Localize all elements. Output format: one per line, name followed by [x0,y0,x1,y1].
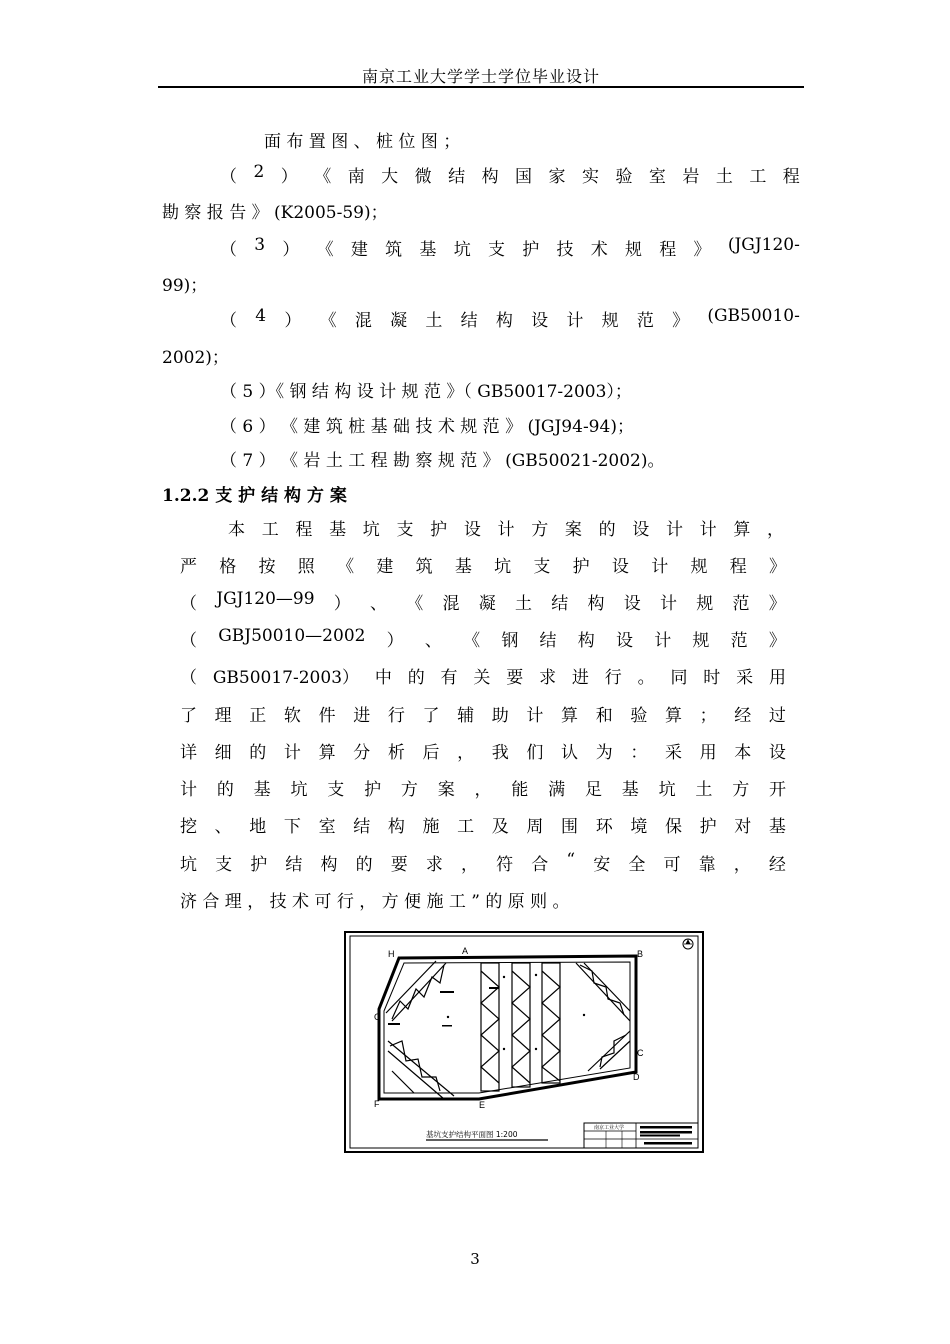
ref-line-6: （ 4 ） 《 混 凝 土 结 构 设 计 规 范 》 (GB50010- [220,306,800,331]
corner-label-c: C [637,1048,644,1058]
corner-label-b: B [637,949,644,959]
drawing-caption: 基坑支护结构平面图 1:200 [426,1130,518,1139]
ref-line-4: （ 3 ） 《 建 筑 基 坑 支 护 技 术 规 程 》 (JGJ120- [220,235,800,260]
ref-line-7: 2002)； [162,348,229,368]
ref-line-5: 99)； [162,276,208,296]
corner-label-h: H [388,949,395,959]
corner-label-d: D [633,1072,640,1082]
ref-line-3: 勘 察 报 告 》 (K2005-59)； [162,203,388,223]
body-line-11: 济 合 理 ， 技 术 可 行 ， 方 便 施 工 ” 的 原 则 。 [180,892,570,912]
body-line-3: （ JGJ120—99 ） 、 《 混 凝 土 结 构 设 计 规 范 》 [180,589,786,614]
body-line-5: （ GB50017-2003） 中 的 有 关 要 求 进 行 。 同 时 采 用 [180,668,786,688]
body-line-7: 详 细 的 计 算 分 析 后 ， 我 们 认 为 ： 采 用 本 设 [180,743,786,763]
title-block-school: 南京工业大学 [594,1125,625,1131]
body-line-8: 计 的 基 坑 支 护 方 案 ， 能 满 足 基 坑 土 方 开 [180,780,786,800]
section-heading: 1.2.2 支 护 结 构 方 案 [162,486,347,506]
ref-line-8: （ 5 ）《 钢 结 构 设 计 规 范 》（ GB50017-2003）； [220,382,632,402]
ref-line-10: （ 7 ） 《 岩 土 工 程 勘 察 规 范 》 (GB50021-2002)。 [220,451,665,471]
body-line-4: （ GBJ50010—2002 ） 、 《 钢 结 构 设 计 规 范 》 [180,626,786,651]
body-line-9: 挖 、 地 下 室 结 构 施 工 及 周 围 环 境 保 护 对 基 [180,817,786,837]
body-line-10: 坑 支 护 结 构 的 要 求 ， 符 合 “ 安 全 可 靠 ， 经 [180,850,786,875]
ref-line-9: （ 6 ） 《 建 筑 桩 基 础 技 术 规 范 》 (JGJ94-94)； [220,417,634,437]
corner-label-g: G [374,1012,382,1022]
corner-label-a: A [462,946,469,956]
corner-label-e: E [479,1100,486,1110]
body-line-2: 严 格 按 照 《 建 筑 基 坑 支 护 设 计 规 程 》 [180,557,786,577]
page-header: 南京工业大学学士学位毕业设计 [361,67,600,86]
body-line-6: 了 理 正 软 件 进 行 了 辅 助 计 算 和 验 算 ； 经 过 [180,706,786,726]
ref-line-2: （ 2 ） 《 南 大 微 结 构 国 家 实 验 室 岩 土 工 程 [220,162,800,187]
header-rule [158,86,804,88]
body-line-1: 本 工 程 基 坑 支 护 设 计 方 案 的 设 计 计 算 ， [228,520,784,540]
ref-line-1: 面 布 置 图 、 桩 位 图 ； [264,132,461,152]
corner-label-f: F [374,1099,380,1109]
support-plan-drawing [344,931,704,1153]
page-number: 3 [470,1250,480,1268]
